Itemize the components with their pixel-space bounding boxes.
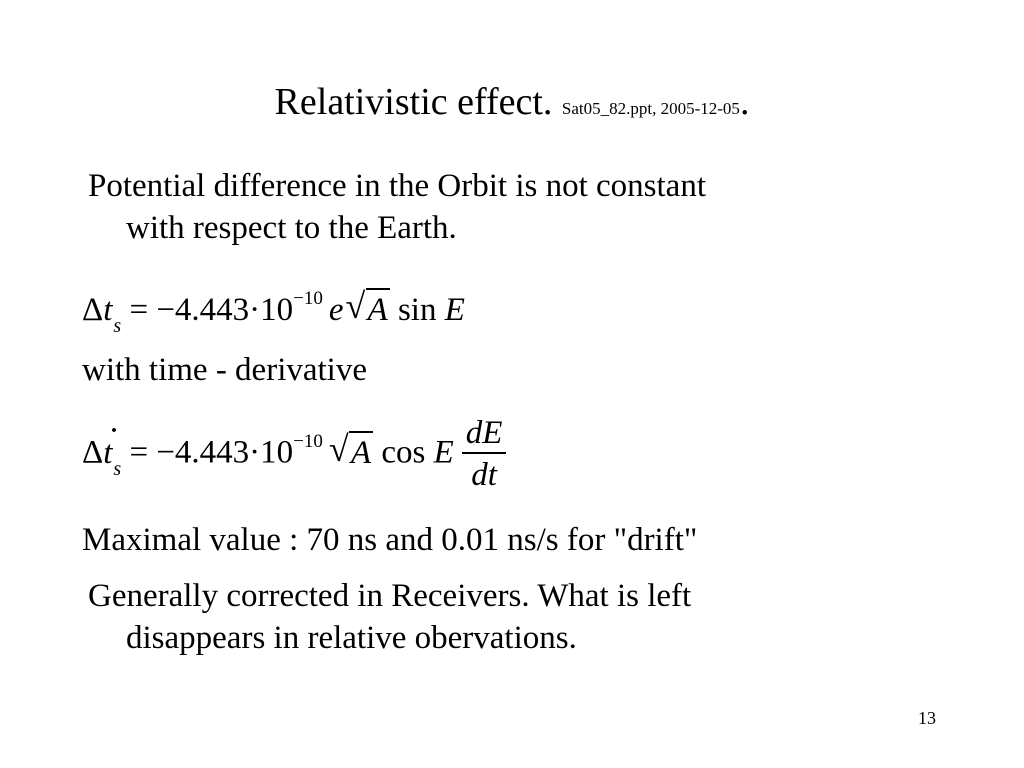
cos-function: cos [373,434,434,471]
equation-coefficient: = −4.443·10 [121,434,294,471]
exponent: −10 [293,288,323,309]
maximal-value-line: Maximal value : 70 ns and 0.01 ns/s for "drift" [82,522,698,558]
fraction-denominator: dt [471,457,497,493]
var-A: A [349,431,373,473]
sqrt-icon: √ [328,428,349,469]
sqrt-expression [328,428,373,473]
fraction-dE-dt [462,416,507,494]
sin-function: sin [389,292,445,328]
var-A: A [366,288,390,330]
page-number: 13 [918,708,936,728]
delta-symbol: Δ [82,434,104,471]
fraction-numerator: dE [462,416,507,454]
delta-symbol: Δ [82,292,104,328]
paragraph-line: with respect to the Earth. [126,210,457,246]
sqrt-expression [346,288,390,330]
var-t: t [103,292,113,328]
exponent: −10 [293,430,323,452]
equation-delta-ts [82,288,465,335]
subscript-s: s [113,457,122,480]
paragraph-line: Generally corrected in Receivers. What is left [88,578,692,614]
slide-title [0,78,1024,133]
var-E: E [444,292,465,328]
var-E: E [433,434,454,471]
subscript-s: s [113,315,122,337]
sqrt-icon: √ [345,286,366,326]
title-source-ref: Sat05_82.ppt, 2005-12-05 [561,99,740,118]
var-e: e [328,292,344,328]
paragraph-line: disappears in relative obervations. [126,620,577,656]
corrected-in-receivers-paragraph [88,575,848,659]
title-period: . [739,81,750,123]
title-main: Relativistic effect. [274,81,553,123]
paragraph-line: Potential difference in the Orbit is not constant [88,168,706,204]
potential-difference-paragraph [88,165,848,249]
equation-coefficient: = −4.443·10 [121,292,294,328]
with-time-derivative-label: with time - derivative [82,352,367,388]
equation-delta-ts-dot [82,416,506,494]
var-t-dot: · t [103,433,112,473]
